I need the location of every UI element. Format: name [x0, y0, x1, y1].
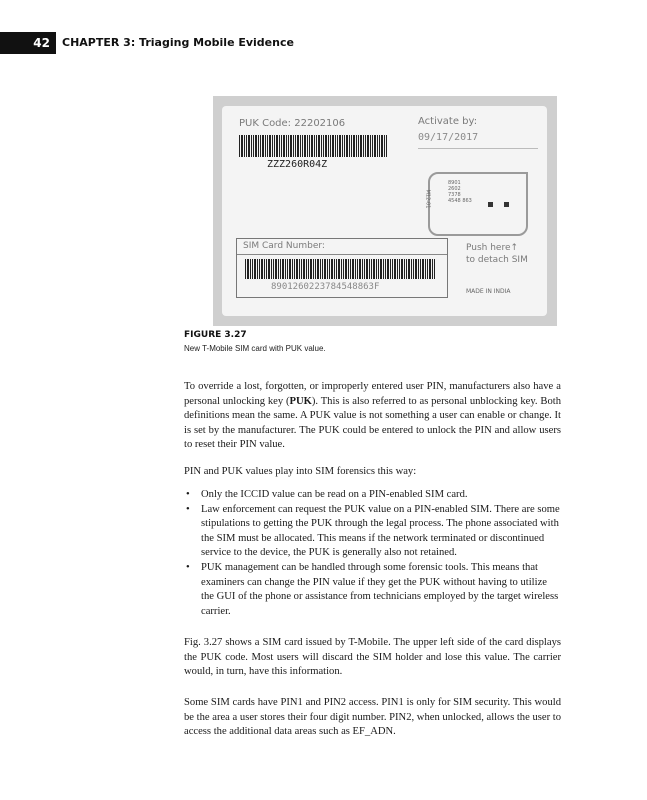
- sim-contact-icon: [488, 202, 493, 207]
- sim-chip-text: 8901 2602 7378 4548 863: [448, 180, 472, 204]
- puk-barcode: [239, 135, 387, 157]
- made-in-label: MADE IN INDIA: [466, 288, 511, 295]
- p4-text: Some SIM cards have PIN1 and PIN2 access. PIN1 is only for SIM security. This would be the area a user stores their four digit number. PIN2, when unlocked, allows the user to access the additional data areas such as EF_ADN.: [184, 697, 561, 738]
- sim-number: 8901260223784548863F: [271, 282, 380, 292]
- p1-pre: To override a lost, forgotten, or improperly entered user PIN, manufacturers also have a personal unlocking key (: [184, 381, 561, 407]
- p3-text: Fig. 3.27 shows a SIM card issued by T-Mobile. The upper left side of the card displays the PUK code. Most users will discard the SIM holder and lose this value. The carrier would, in turn, have this information.: [184, 637, 561, 678]
- sim-number-label: SIM Card Number:: [243, 241, 325, 251]
- list-item: • Law enforcement can request the PUK value on a PIN-enabled SIM. There are some stipulations to getting the PUK through the legal process. The phone associated with the SIM must be allocated. This means if the network terminated or discontinued service to the device, the PUK is generally also not retained.: [184, 503, 561, 561]
- paragraph-2: [184, 465, 561, 480]
- bullet-list: [184, 488, 561, 619]
- paragraph-3: [184, 636, 561, 680]
- sim-contact-icon: [504, 202, 509, 207]
- p1-post: ). This is also referred to as personal unblocking key. Both definitions mean the same. A PUK value is not something a user can enable or change. It is set by the manufacturer. The PUK could be entered to unlock the PIN and allow users to reset their PIN value.: [184, 395, 561, 451]
- paragraph-4: [184, 696, 561, 740]
- activate-date: 09/17/2017: [418, 132, 479, 143]
- list-item: • PUK management can be handled through some forensic tools. This means that examiners can change the PIN value if they get the PUK without having to utilize the GUI of the phone or assistance from technicians employed by the target wireless carrier.: [184, 561, 561, 619]
- page-header: [0, 32, 647, 54]
- sim-number-box: [236, 238, 448, 298]
- activate-underline: [418, 148, 538, 149]
- figure-title: FIGURE 3.27: [184, 330, 247, 340]
- activate-by-label: Activate by:: [418, 116, 478, 127]
- sim-side-text: M12-01: [424, 189, 431, 209]
- page-number: 42: [0, 32, 56, 54]
- p1-bold: PUK: [289, 395, 312, 407]
- push-here-text: [466, 242, 528, 266]
- sim-number-barcode: [245, 259, 435, 279]
- push-here-line2: to detach SIM: [466, 255, 528, 265]
- p2-text: PIN and PUK values play into SIM forensics this way:: [184, 466, 417, 477]
- list-item: • Only the ICCID value can be read on a PIN-enabled SIM card.: [184, 488, 561, 503]
- figure-caption: New T-Mobile SIM card with PUK value.: [184, 344, 326, 353]
- paragraph-1: [184, 380, 561, 453]
- puk-barcode-code: ZZZ260R04Z: [267, 159, 328, 170]
- sim-label-divider: [237, 254, 447, 255]
- sim-card-holder: [222, 106, 547, 316]
- puk-code-label: PUK Code: 22202106: [239, 118, 346, 129]
- push-here-line1: Push here↑: [466, 243, 519, 253]
- chapter-title: CHAPTER 3: Triaging Mobile Evidence: [62, 36, 294, 49]
- sim-chip: [424, 172, 528, 236]
- figure-photo: [213, 96, 557, 326]
